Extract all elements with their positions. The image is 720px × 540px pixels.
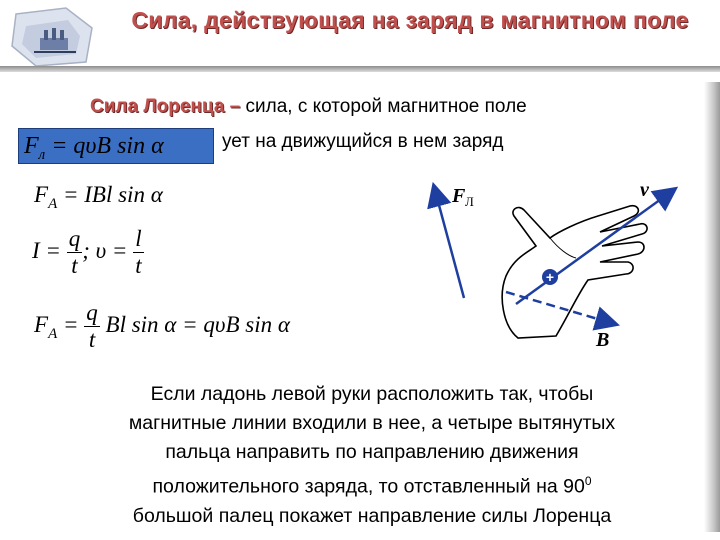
definition-term: Сила Лоренца – [90,96,241,117]
charge-sign: + [545,269,555,285]
title-underline [0,66,720,72]
definition-line-2: ует на движущийся в нем заряд [222,131,504,152]
definition-line-1 [90,96,527,118]
force-arrow [436,194,464,298]
field-label: B [596,329,610,351]
fraction-q-t: $\frac{q}{t}$ [68,226,81,278]
velocity-label: v [640,179,649,201]
left-hand-rule-text: Если ладонь левой руки расположить так, чтобы магнитные линии входили в нее, а четыре вытянутых пальца направить по направлению движения положительного заряда, то отставленный на $90^0$ большой палец покажет направление силы Лоренца [128,383,616,527]
left-hand-rule-figure [418,176,688,354]
ampere-force-formula: $F_A$ = IBl sin α [34,182,163,212]
fraction-q-t-2: $\frac{q}{t}$ [86,300,98,352]
definition-text-1: сила, с которой магнитное поле [240,96,527,117]
slide-edge-bar [704,82,720,532]
current-velocity-formula: I = $\frac{q}{t}$ ; υ = $\frac{l}{t}$ [32,226,142,278]
force-label: F [452,185,466,207]
title-bar [0,0,720,66]
derived-formula: $F_A$ = $\frac{q}{t}$ Bl sin α = qυB sin α [34,300,290,352]
force-label-sub: Л [465,194,474,209]
page-title: Сила, действующая на заряд в магнитном поле [131,7,689,33]
fraction-l-t: $\frac{l}{t}$ [135,226,142,278]
conveyor-logo-icon [6,6,98,68]
lorentz-formula: $F_л = q\upsilon B$ sin α [24,133,164,163]
